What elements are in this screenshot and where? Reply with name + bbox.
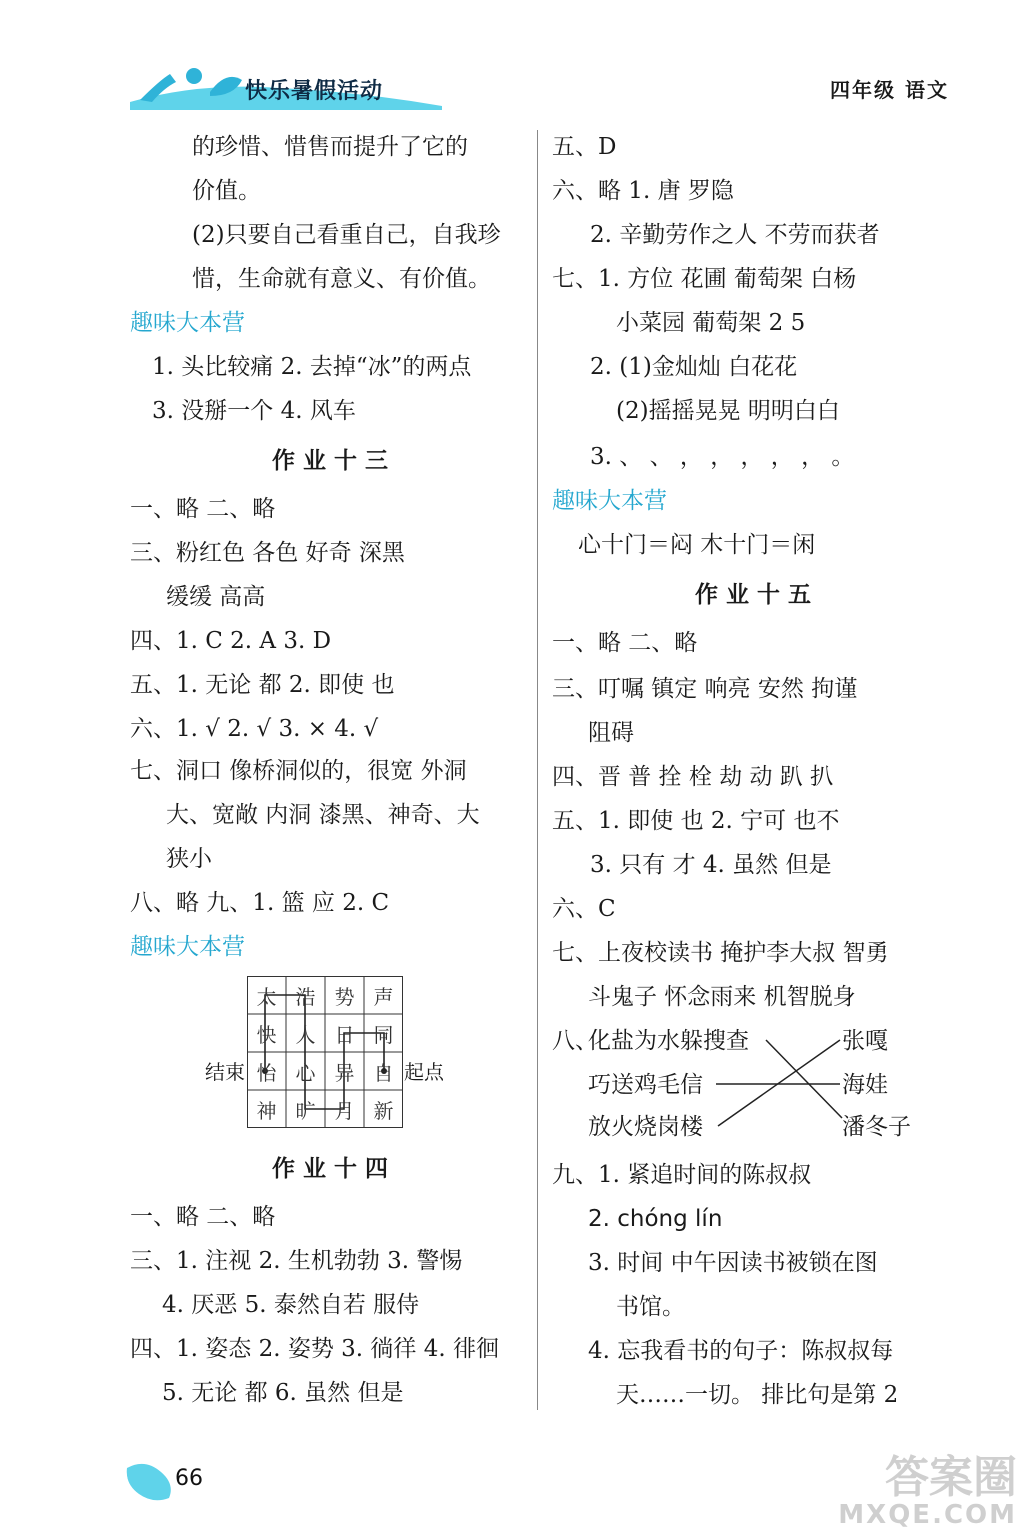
answer-line: 天……一切。 排比句是第 2	[616, 1382, 899, 1408]
grade-subject: 四年级 语文	[830, 78, 949, 102]
puzzle-cell: 日	[334, 1022, 355, 1047]
answer-line: 五、1. 无论 都 2. 即使 也	[130, 672, 395, 698]
answer-line: 三、叮嘱 镇定 响亮 安然 拘谨	[552, 676, 858, 702]
answer-line: (2)摇摇晃晃 明明白白	[616, 398, 840, 424]
answer-line: 五、1. 即使 也 2. 宁可 也不	[552, 808, 840, 834]
puzzle-cell: 月	[334, 1098, 355, 1123]
answer-line: 书馆。	[616, 1294, 685, 1320]
puzzle-cell: 怡	[256, 1060, 277, 1085]
answer-line: 5. 无论 都 6. 虽然 但是	[162, 1380, 404, 1406]
answer-line: 七、上夜校读书 掩护李大叔 智勇	[552, 940, 889, 966]
assignment-title: 作业十四	[272, 1155, 396, 1182]
answer-line: 九、1. 紧追时间的陈叔叔	[552, 1162, 812, 1188]
answer-line: 心十门＝闷 木十门＝闲	[578, 532, 816, 558]
answer-line: 2. chóng lín	[588, 1206, 723, 1232]
puzzle-cell: 人	[295, 1022, 316, 1047]
puzzle-grid	[247, 976, 403, 1128]
assignment-title: 作业十三	[272, 447, 396, 474]
answer-line: 六、略 1. 唐 罗隐	[552, 178, 734, 204]
puzzle-cell: 快	[256, 1022, 277, 1047]
answer-line: 八、略 九、1. 篮 应 2. C	[130, 890, 390, 916]
answer-line: 小菜园 葡萄架 2 5	[616, 310, 806, 336]
answer-line: 七、1. 方位 花圃 葡萄架 白杨	[552, 266, 857, 292]
answer-line: 大、宽敞 内洞 漆黑、神奇、大	[166, 802, 480, 828]
answer-line: 四、1. C 2. A 3. D	[130, 628, 332, 654]
answer-line: 斗鬼子 怀念雨来 机智脱身	[588, 984, 856, 1010]
answer-line: 三、粉红色 各色 好奇 深黑	[130, 540, 405, 566]
answer-line: 惜，生命就有意义、有价值。	[192, 266, 491, 292]
puzzle-cell: 浩	[295, 984, 316, 1009]
match-left-item: 放火烧岗楼	[588, 1114, 703, 1140]
assignment-title: 作业十五	[695, 581, 819, 608]
answer-line: 六、1. √ 2. √ 3. × 4. √	[130, 716, 379, 742]
match-lines	[712, 1030, 844, 1130]
answer-line: 1. 头比较痛 2. 去掉“冰”的两点	[152, 354, 472, 380]
section-heading-fun: 趣味大本营	[552, 488, 667, 514]
answer-line: 3. 只有 才 4. 虽然 但是	[590, 852, 832, 878]
puzzle-cell: 势	[334, 984, 355, 1009]
answer-line: 一、略 二、略	[552, 630, 698, 656]
answer-line: 三、1. 注视 2. 生机勃勃 3. 警惕	[130, 1248, 463, 1274]
answer-line: 4. 忘我看书的句子：陈叔叔每	[588, 1338, 894, 1364]
column-divider	[537, 130, 538, 1410]
section-heading-fun: 趣味大本营	[130, 310, 245, 336]
puzzle-cell: 新	[373, 1098, 394, 1123]
answer-line: 缓缓 高高	[166, 584, 266, 610]
answer-line: 3. 没掰一个 4. 风车	[152, 398, 356, 424]
watermark-url: MXQE.COM	[838, 1500, 1017, 1530]
puzzle-cell: 旷	[295, 1098, 316, 1123]
puzzle-cell: 心	[295, 1060, 316, 1085]
match-right-item: 海娃	[842, 1072, 888, 1098]
answer-line: 3. 、 、 ， ， ， ， ， 。	[590, 444, 855, 470]
watermark-logo	[838, 1452, 1017, 1530]
puzzle-cell: 同	[373, 1022, 394, 1047]
answer-line: 六、C	[552, 896, 616, 922]
answer-line: 4. 厌恶 5. 泰然自若 服侍	[162, 1292, 420, 1318]
watermark-text: 答案圈	[885, 1452, 1017, 1503]
answer-line: 阻碍	[588, 720, 634, 746]
match-left-item: 化盐为水躲搜查	[588, 1028, 749, 1054]
answer-line: 2. 辛勤劳作之人 不劳而获者	[590, 222, 880, 248]
answer-line: 的珍惜、惜售而提升了它的	[192, 134, 468, 160]
puzzle-start-label: 起点	[404, 1060, 444, 1084]
match-right-item: 张嘎	[842, 1028, 888, 1054]
answer-line: (2)只要自己看重自己，自我珍	[192, 222, 501, 248]
match-prefix: 八、	[552, 1028, 598, 1054]
banner-title: 快乐暑假活动	[245, 79, 384, 104]
answer-line: 五、D	[552, 134, 617, 160]
puzzle-cell: 声	[373, 984, 394, 1009]
puzzle-cell: 太	[256, 984, 277, 1009]
answer-line: 七、洞口 像桥洞似的，很宽 外洞	[130, 758, 467, 784]
puzzle-cell: 神	[256, 1098, 277, 1123]
puzzle-cell: 异	[334, 1060, 355, 1085]
answer-line: 一、略 二、略	[130, 1204, 276, 1230]
match-right-item: 潘冬子	[842, 1114, 911, 1140]
answer-line: 3. 时间 中午因读书被锁在图	[588, 1250, 878, 1276]
match-left-item: 巧送鸡毛信	[588, 1072, 703, 1098]
answer-line: 四、晋 普 拴 栓 劫 动 趴 扒	[552, 764, 834, 790]
puzzle-cell: 自	[373, 1060, 394, 1085]
answer-line: 狭小	[166, 846, 212, 872]
page-number: 66	[175, 1466, 203, 1491]
answer-line: 价值。	[192, 178, 261, 204]
answer-line: 一、略 二、略	[130, 496, 276, 522]
answer-line: 四、1. 姿态 2. 姿势 3. 徜徉 4. 徘徊	[130, 1336, 499, 1362]
puzzle-end-label: 结束	[205, 1060, 245, 1084]
answer-line: 2. (1)金灿灿 白花花	[590, 354, 798, 380]
section-heading-fun: 趣味大本营	[130, 934, 245, 960]
